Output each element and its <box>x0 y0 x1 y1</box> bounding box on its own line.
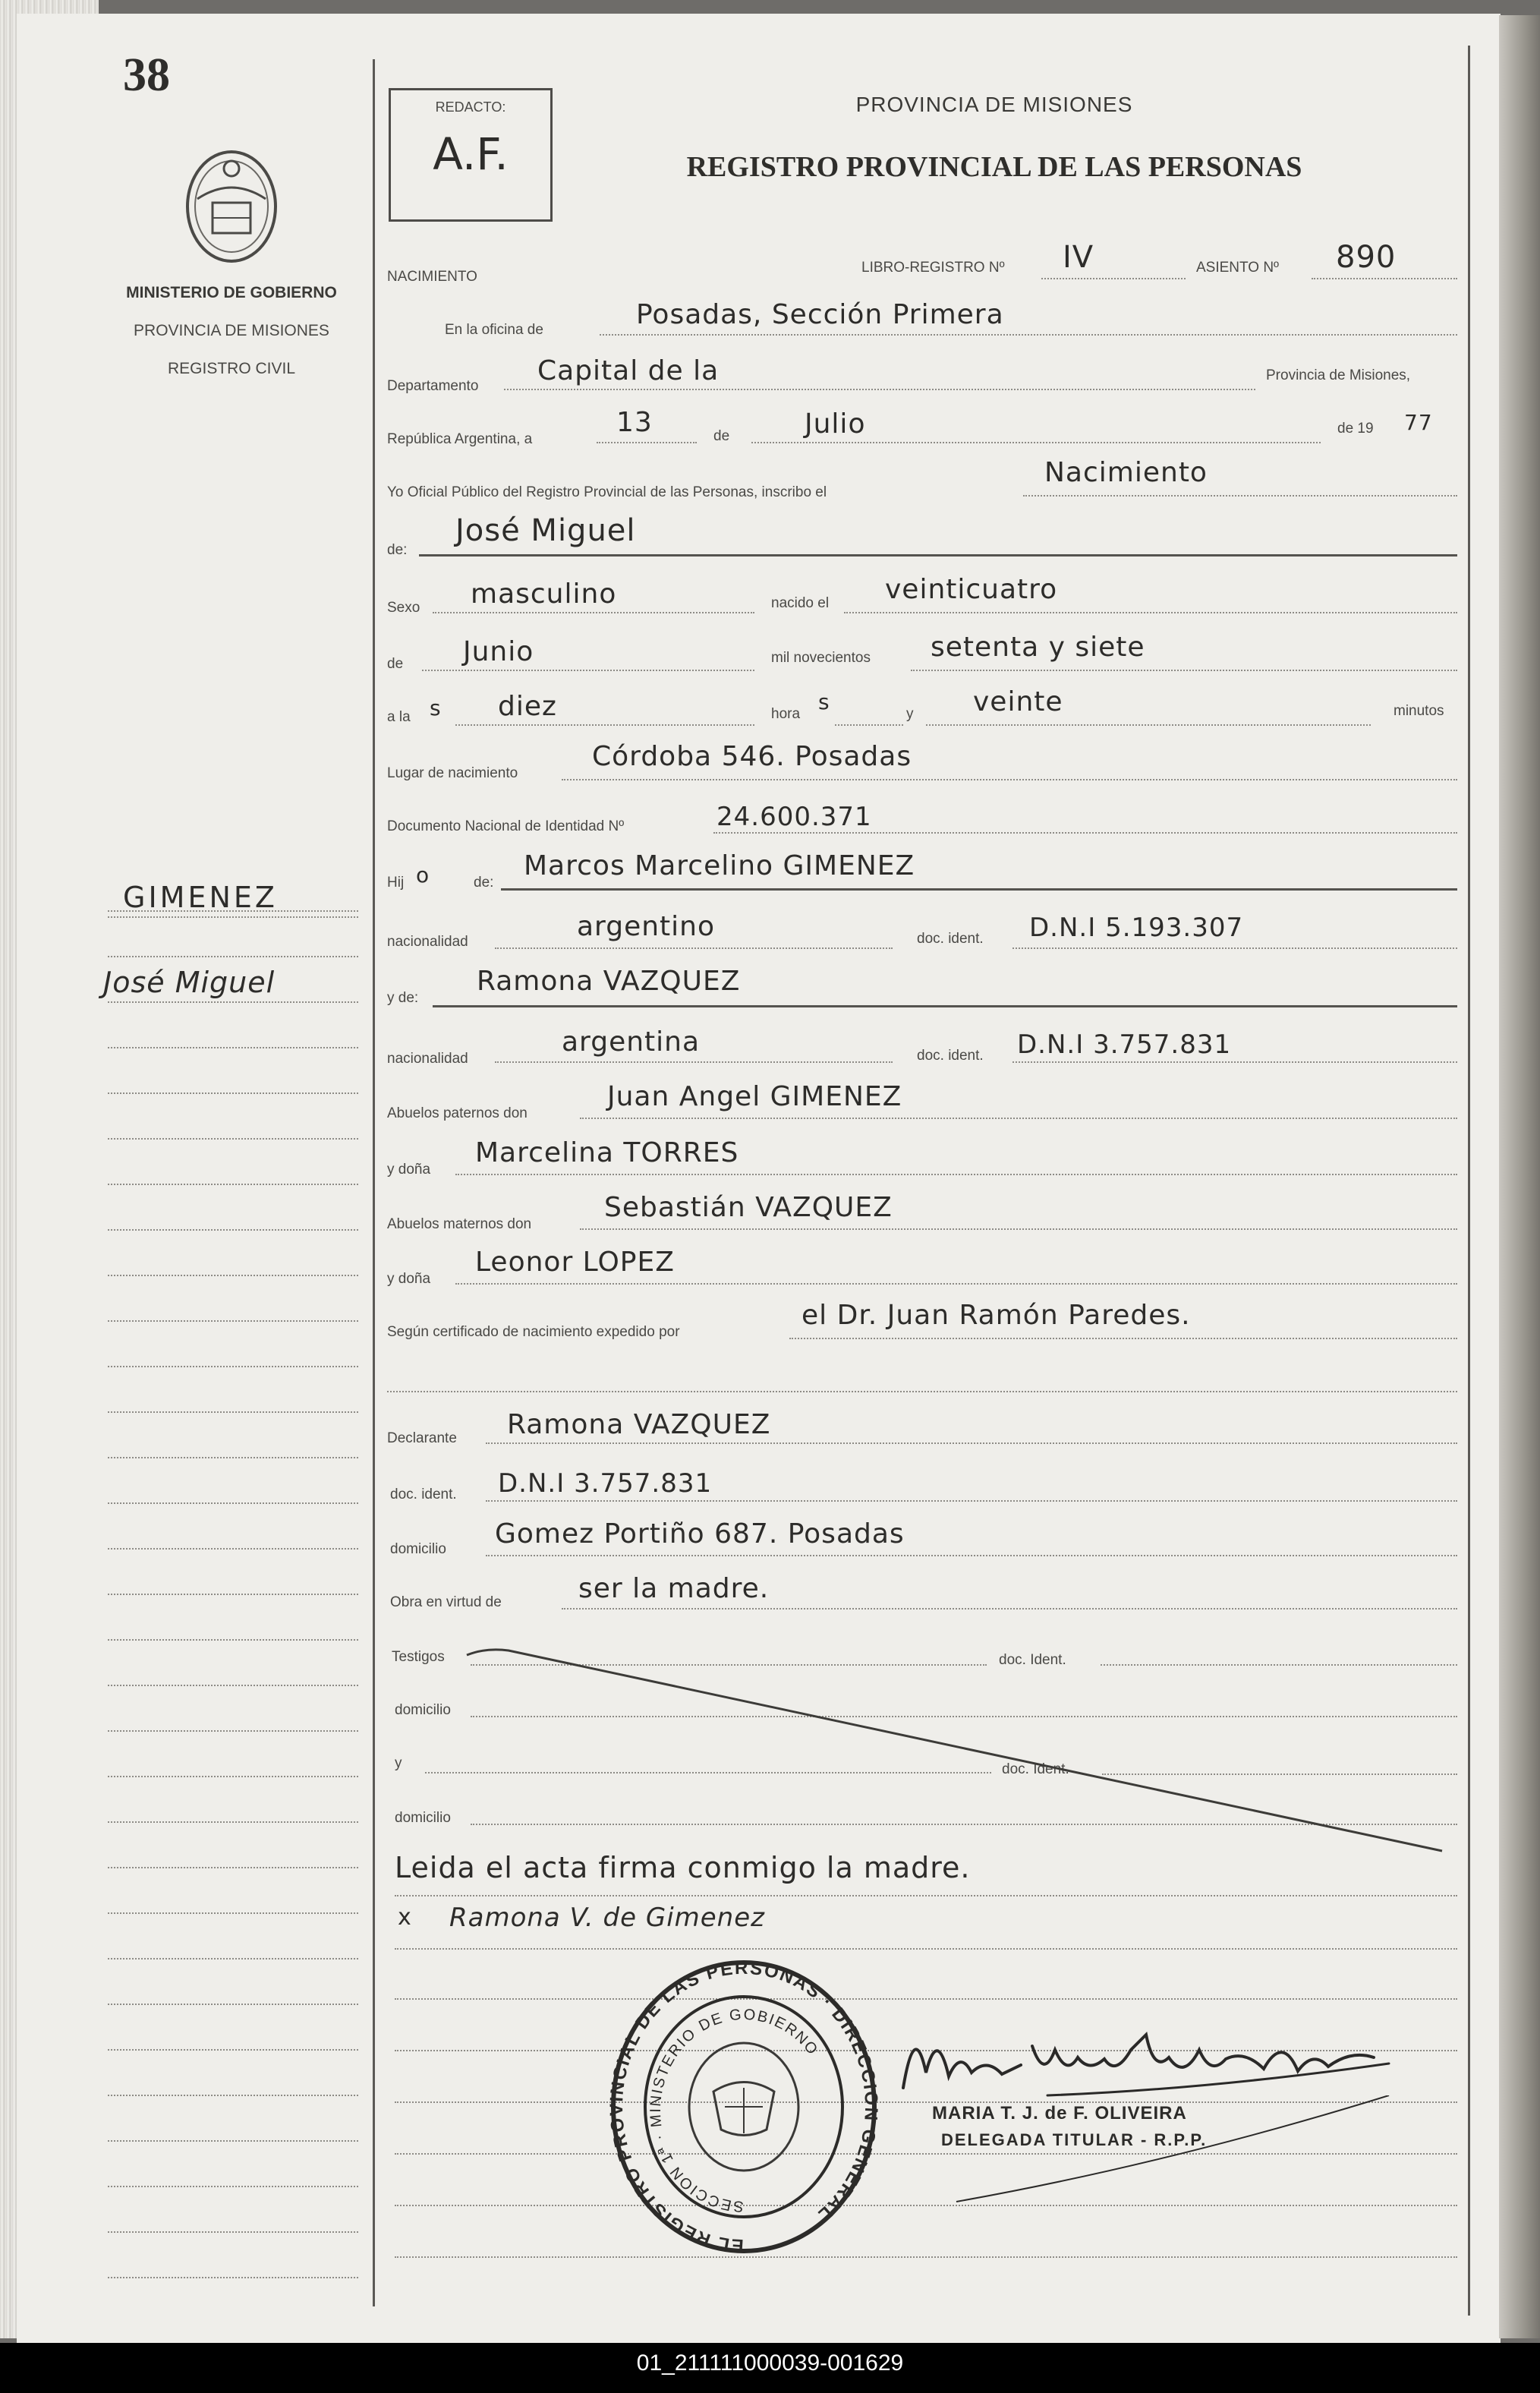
officer-label: Yo Oficial Público del Registro Provincial de las Personas, inscribo el <box>387 484 827 500</box>
cert-label: Según certificado de nacimiento expedido por <box>387 1324 680 1340</box>
hora-suffix: s <box>818 689 830 714</box>
ala-suffix: s <box>430 695 442 720</box>
father-nationality-value: argentino <box>577 911 716 942</box>
ministry-province-label: PROVINCIA DE MISIONES <box>134 322 329 339</box>
departamento-label: Departamento <box>387 378 479 394</box>
doc2-label: doc. ident. <box>917 1048 984 1064</box>
dni-value: 24.600.371 <box>716 802 872 832</box>
y-de-label: y de: <box>387 990 419 1006</box>
page-edge-right <box>1499 15 1540 2338</box>
official-underline <box>941 2095 1397 2213</box>
office-label: En la oficina de <box>445 322 543 338</box>
redacto-label: REDACTO: <box>435 99 506 115</box>
birth-day-value: veinticuatro <box>885 574 1058 605</box>
margin-surname: GIMENEZ <box>123 881 278 914</box>
stamp-outer-text: EL REGISTRO PROVINCIAL DE LAS PERSONAS · DIRECCION GENERAL <box>607 1959 880 2256</box>
provincia-label: Provincia de Misiones, <box>1266 367 1411 383</box>
departamento-value: Capital de la <box>537 355 720 386</box>
domicilio-value: Gomez Portiño 687. Posadas <box>495 1518 905 1550</box>
hijo-label: Hij <box>387 875 405 891</box>
abuelo-mat-value: Sebastián VAZQUEZ <box>604 1192 893 1223</box>
de2-label: de <box>387 656 404 672</box>
testigos-label: Testigos <box>392 1649 445 1665</box>
margin-given-names: José Miguel <box>103 966 276 999</box>
of-label: de: <box>387 542 408 558</box>
name-value: José Miguel <box>455 513 636 548</box>
registry-stamp <box>607 1959 880 2262</box>
y2-label: y <box>395 1755 402 1771</box>
cert-value: el Dr. Juan Ramón Paredes. <box>801 1300 1191 1331</box>
doc-label: doc. ident. <box>917 931 984 947</box>
birth-year-value: setenta y siete <box>931 632 1145 663</box>
coat-of-arms-icon <box>182 146 281 267</box>
official-name: MARIA T. J. de F. OLIVEIRA <box>932 2103 1187 2123</box>
nac2-label: nacionalidad <box>387 1051 468 1067</box>
office-value: Posadas, Sección Primera <box>636 299 1004 330</box>
mark-x: x <box>398 1904 412 1931</box>
minutos-label: minutos <box>1394 703 1444 719</box>
stamp-inner-text: SECCION 1ª · MINISTERIO DE GOBIERNO <box>647 2006 822 2215</box>
type-label: NACIMIENTO <box>387 269 477 285</box>
obra-value: ser la madre. <box>578 1573 770 1604</box>
birth-month-value: Junio <box>463 636 534 667</box>
header-province: PROVINCIA DE MISIONES <box>855 93 1133 116</box>
decl-doc-label: doc. ident. <box>390 1487 457 1502</box>
day-value: 13 <box>616 407 653 438</box>
mother-doc-value: D.N.I 3.757.831 <box>1017 1029 1232 1060</box>
page-number: 38 <box>123 49 170 101</box>
sexo-value: masculino <box>471 579 617 610</box>
dni-label: Documento Nacional de Identidad Nº <box>387 818 625 834</box>
dom3-label: domicilio <box>395 1810 451 1826</box>
lugar-value: Córdoba 546. Posadas <box>592 741 912 772</box>
libro-value: IV <box>1063 240 1094 275</box>
republica-label: República Argentina, a <box>387 431 533 447</box>
lugar-label: Lugar de nacimiento <box>387 765 518 781</box>
abuela-mat-value: Leonor LOPEZ <box>475 1247 675 1278</box>
y-dona2-label: y doña <box>387 1271 431 1287</box>
obra-label: Obra en virtud de <box>390 1594 502 1610</box>
asiento-value: 890 <box>1336 240 1397 275</box>
abuelos-mat-label: Abuelos maternos don <box>387 1216 532 1232</box>
testigos-doc-label: doc. Ident. <box>999 1652 1066 1668</box>
abuelo-pat-value: Juan Angel GIMENEZ <box>607 1081 902 1112</box>
ministry-registry-label: REGISTRO CIVIL <box>167 360 296 377</box>
year-label: de 19 <box>1337 421 1374 437</box>
month-value: Julio <box>805 408 866 440</box>
year-value: 77 <box>1404 410 1433 435</box>
declarante-value: Ramona VAZQUEZ <box>507 1409 771 1440</box>
right-border-line <box>1468 46 1470 2316</box>
father-doc-value: D.N.I 5.193.307 <box>1029 913 1244 943</box>
mother-signature: Ramona V. de Gimenez <box>449 1903 765 1933</box>
redacto-box <box>389 88 553 222</box>
abuelos-pat-label: Abuelos paternos don <box>387 1105 528 1121</box>
doc3-label: doc. Ident. <box>1002 1761 1069 1777</box>
decl-doc-value: D.N.I 3.757.831 <box>498 1468 713 1499</box>
mil-label: mil novecientos <box>771 650 871 666</box>
ministry-label: MINISTERIO DE GOBIERNO <box>126 284 337 301</box>
hora-value: diez <box>498 691 557 722</box>
official-signature <box>888 2004 1404 2111</box>
inscription-value: Nacimiento <box>1044 457 1208 488</box>
header-title: REGISTRO PROVINCIAL DE LAS PERSONAS <box>686 151 1302 183</box>
abuela-pat-value: Marcelina TORRES <box>475 1137 739 1168</box>
nac-label: nacionalidad <box>387 934 468 950</box>
margin-divider-line <box>373 59 375 2306</box>
sexo-label: Sexo <box>387 600 420 616</box>
domicilio-label: domicilio <box>390 1541 446 1557</box>
minutos-value: veinte <box>973 686 1063 717</box>
declarante-label: Declarante <box>387 1430 457 1446</box>
strike-through-line <box>463 1640 1450 1871</box>
father-value: Marcos Marcelino GIMENEZ <box>524 850 915 881</box>
redacto-initials: A.F. <box>433 128 509 180</box>
mother-value: Ramona VAZQUEZ <box>477 966 741 997</box>
ala-label: a la <box>387 709 411 725</box>
hijo-suffix: o <box>416 862 430 888</box>
de-label: de <box>713 428 730 444</box>
dom2-label: domicilio <box>395 1702 451 1718</box>
libro-label: LIBRO-REGISTRO Nº <box>861 260 1005 276</box>
hora-label: hora <box>771 706 801 722</box>
official-title: DELEGADA TITULAR - R.P.P. <box>941 2130 1208 2149</box>
y-dona-label: y doña <box>387 1162 431 1178</box>
hijo-de-label: de: <box>474 875 494 891</box>
nacido-label: nacido el <box>771 595 830 611</box>
file-id: 01_211111000039-001629 <box>636 2350 904 2376</box>
closing-text: Leida el acta firma conmigo la madre. <box>395 1851 971 1884</box>
mother-nationality-value: argentina <box>562 1026 701 1058</box>
asiento-label: ASIENTO Nº <box>1196 260 1279 276</box>
y-label: y <box>906 706 914 722</box>
